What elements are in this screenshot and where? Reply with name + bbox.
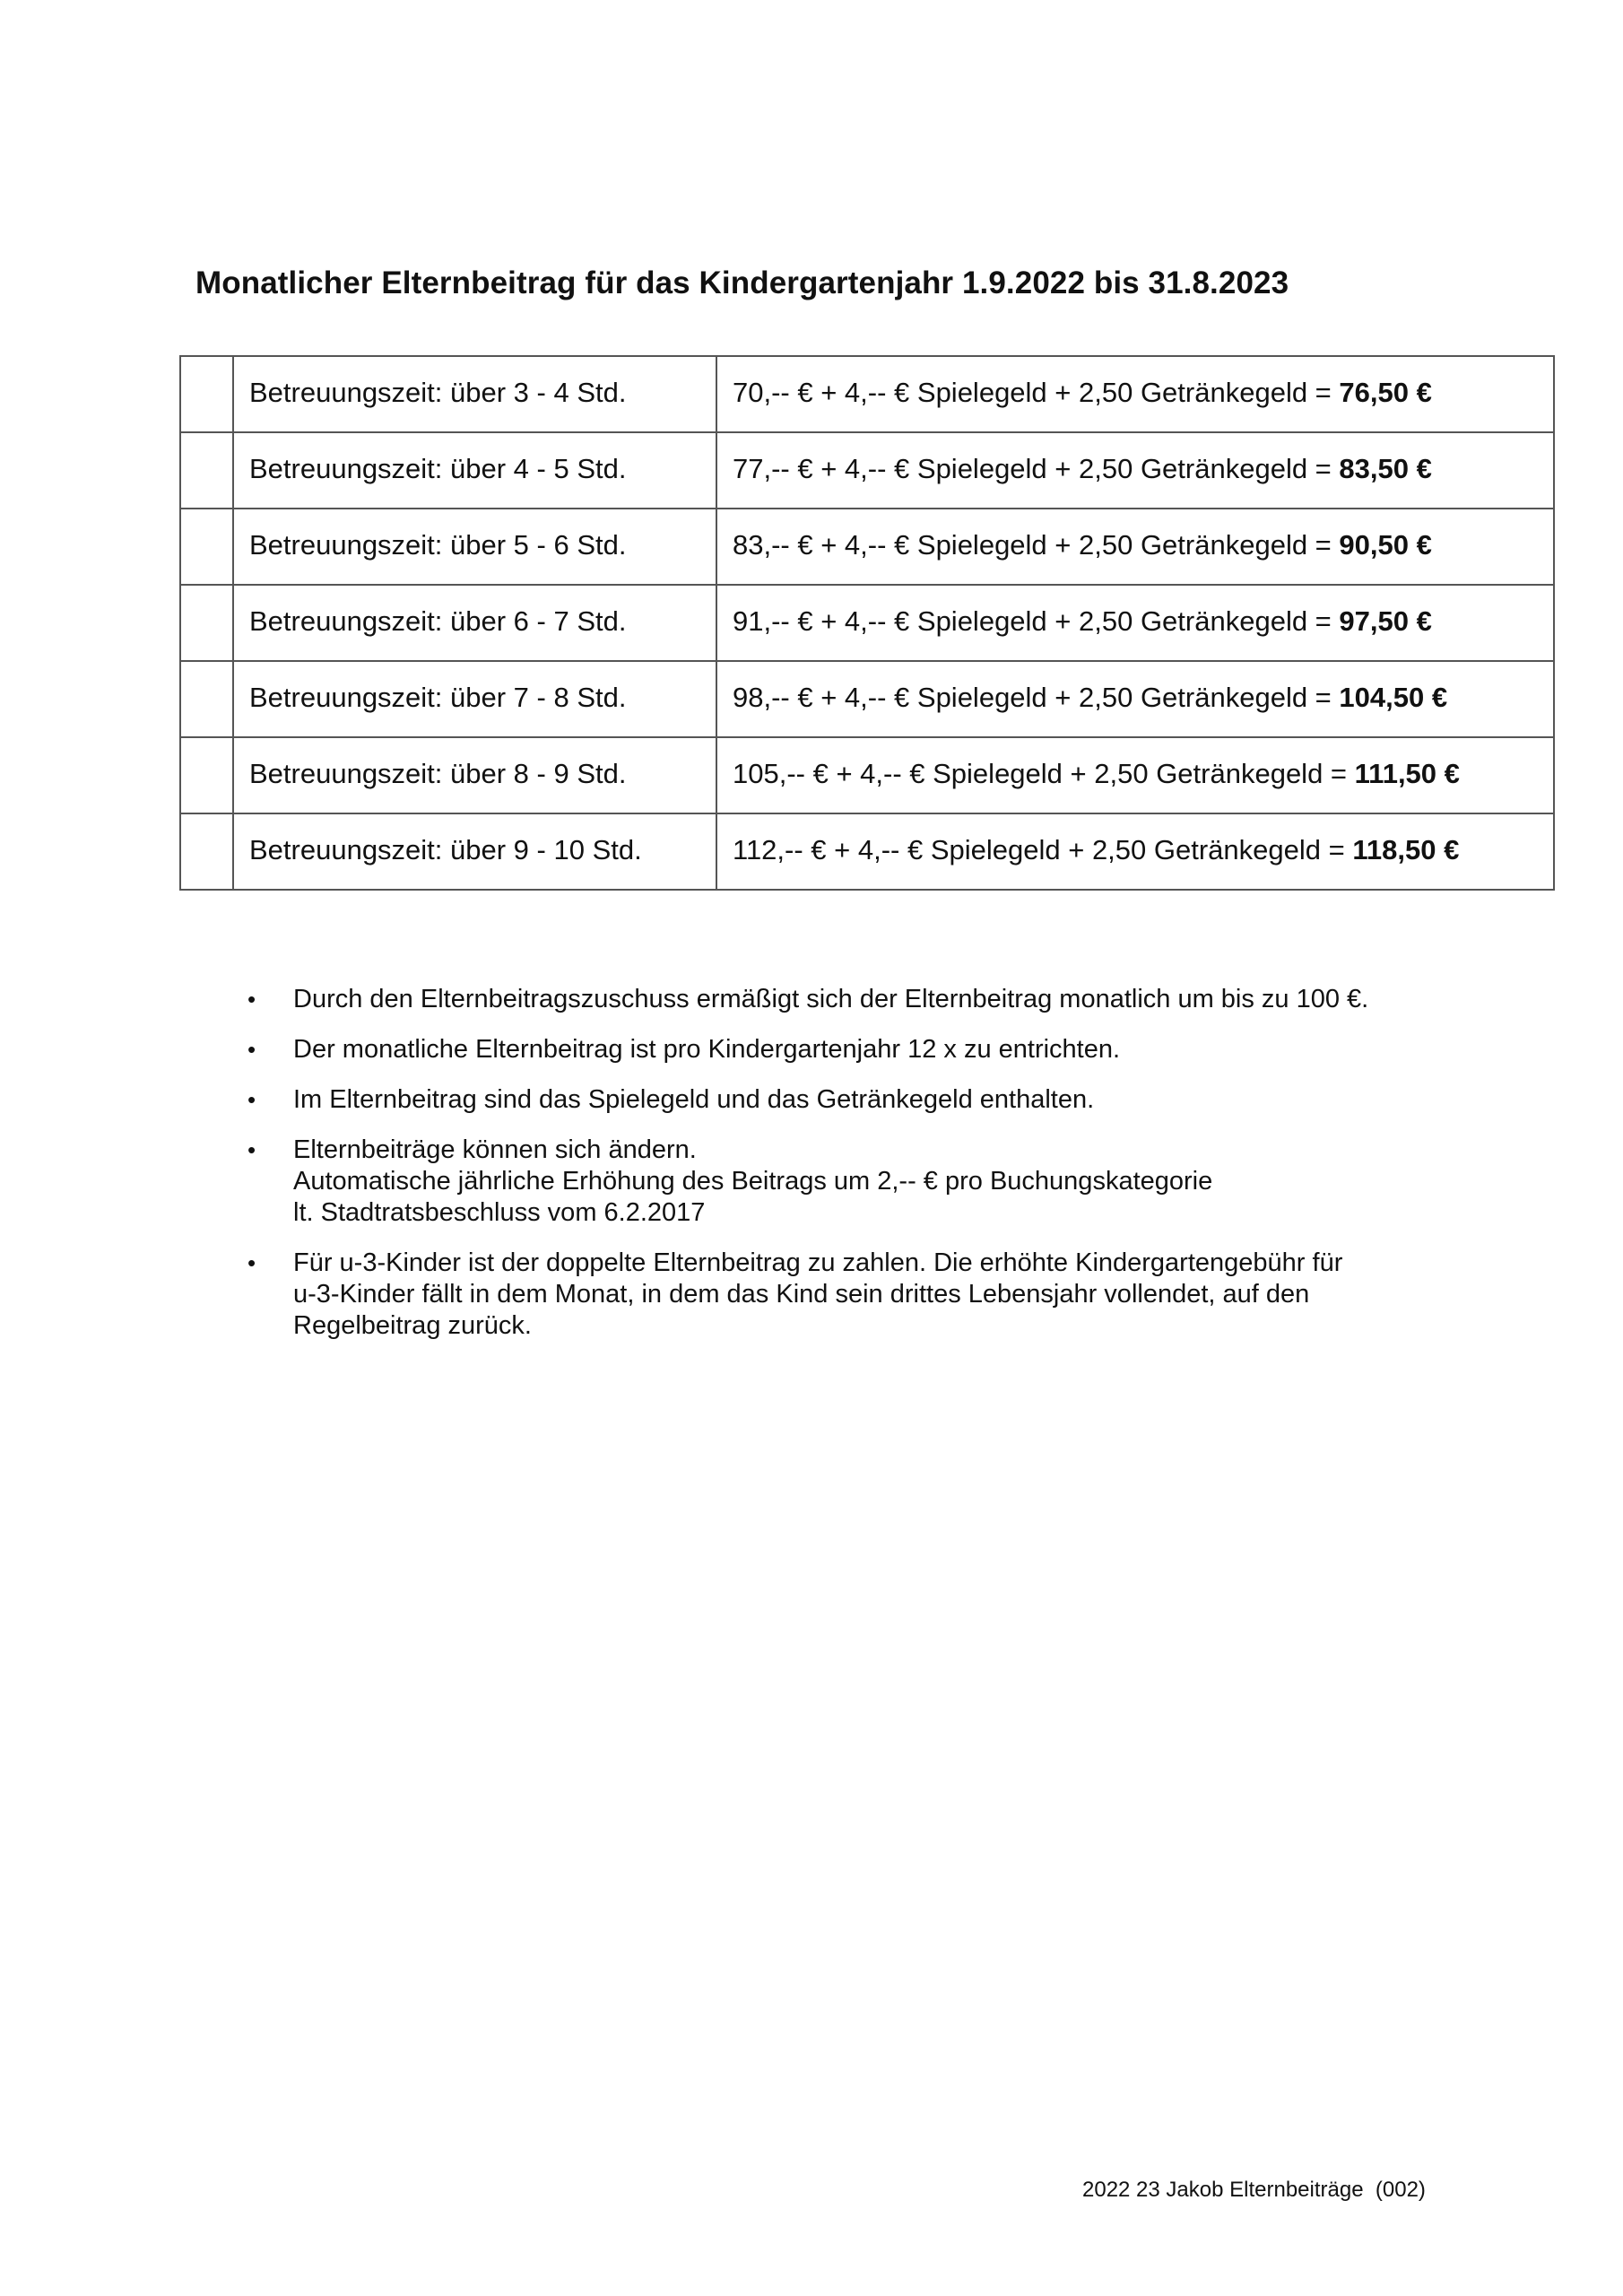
fee-total: 76,50 € — [1339, 377, 1432, 408]
blank-cell — [180, 356, 233, 432]
table-row — [180, 432, 1554, 509]
fee-cell — [716, 737, 1554, 813]
care-time-cell: Betreuungszeit: über 8 - 9 Std. — [233, 737, 716, 813]
table-row — [180, 585, 1554, 661]
blank-cell — [180, 432, 233, 509]
care-time-cell: Betreuungszeit: über 6 - 7 Std. — [233, 585, 716, 661]
fee-formula: 83,-- € + 4,-- € Spielegeld + 2,50 Getränkegeld = — [733, 529, 1340, 561]
fee-cell — [716, 661, 1554, 737]
footer-filename: 2022 23 Jakob Elternbeiträge (002) — [1082, 2178, 1426, 2202]
table-row — [180, 356, 1554, 432]
bullet-icon: • — [247, 986, 256, 1013]
fee-cell — [716, 813, 1554, 890]
fee-cell — [716, 585, 1554, 661]
list-item — [242, 1084, 1497, 1116]
list-item — [242, 1135, 1497, 1229]
note-text-line: u-3-Kinder fällt in dem Monat, in dem das Kind sein drittes Lebensjahr vollendet, auf den — [293, 1280, 1310, 1309]
fee-cell — [716, 509, 1554, 585]
blank-cell — [180, 509, 233, 585]
fee-cell — [716, 356, 1554, 432]
note-text-line: Durch den Elternbeitragszuschuss ermäßigt sich der Elternbeitrag monatlich um bis zu 100 €. — [293, 985, 1369, 1013]
fee-formula: 105,-- € + 4,-- € Spielegeld + 2,50 Getränkegeld = — [733, 758, 1355, 789]
fee-total: 97,50 € — [1339, 605, 1432, 637]
fee-formula: 98,-- € + 4,-- € Spielegeld + 2,50 Getränkegeld = — [733, 682, 1340, 713]
notes-list — [242, 984, 1497, 1361]
note-text-line: Automatische jährliche Erhöhung des Beitrags um 2,-- € pro Buchungskategorie — [293, 1167, 1213, 1196]
list-item — [242, 1248, 1497, 1342]
fee-formula: 70,-- € + 4,-- € Spielegeld + 2,50 Getränkegeld = — [733, 377, 1340, 408]
list-item — [242, 984, 1497, 1015]
fee-total: 104,50 € — [1339, 682, 1448, 713]
fee-formula: 77,-- € + 4,-- € Spielegeld + 2,50 Getränkegeld = — [733, 453, 1340, 484]
care-time-cell: Betreuungszeit: über 7 - 8 Std. — [233, 661, 716, 737]
fee-total: 118,50 € — [1352, 834, 1460, 865]
table-row — [180, 813, 1554, 890]
fee-formula: 112,-- € + 4,-- € Spielegeld + 2,50 Getränkegeld = — [733, 834, 1353, 865]
table-row — [180, 737, 1554, 813]
blank-cell — [180, 585, 233, 661]
bullet-icon: • — [247, 1136, 256, 1163]
blank-cell — [180, 813, 233, 890]
note-text-line: Regelbeitrag zurück. — [293, 1311, 532, 1340]
list-item — [242, 1034, 1497, 1065]
fee-formula: 91,-- € + 4,-- € Spielegeld + 2,50 Getränkegeld = — [733, 605, 1340, 637]
fee-total: 83,50 € — [1339, 453, 1432, 484]
note-text-line: Für u-3-Kinder ist der doppelte Elternbeitrag zu zahlen. Die erhöhte Kindergartengebühr für — [293, 1248, 1343, 1277]
care-time-cell: Betreuungszeit: über 3 - 4 Std. — [233, 356, 716, 432]
fee-table-body — [180, 356, 1554, 890]
blank-cell — [180, 661, 233, 737]
bullet-icon: • — [247, 1249, 256, 1276]
fee-cell — [716, 432, 1554, 509]
table-row — [180, 661, 1554, 737]
note-text-line: Im Elternbeitrag sind das Spielegeld und das Getränkegeld enthalten. — [293, 1085, 1095, 1114]
fee-table — [179, 355, 1555, 891]
table-row — [180, 509, 1554, 585]
note-text-line: Elternbeiträge können sich ändern. — [293, 1135, 697, 1164]
blank-cell — [180, 737, 233, 813]
care-time-cell: Betreuungszeit: über 9 - 10 Std. — [233, 813, 716, 890]
fee-total: 111,50 € — [1354, 758, 1460, 789]
fee-total: 90,50 € — [1339, 529, 1432, 561]
care-time-cell: Betreuungszeit: über 4 - 5 Std. — [233, 432, 716, 509]
page-title: Monatlicher Elternbeitrag für das Kindergartenjahr 1.9.2022 bis 31.8.2023 — [195, 265, 1289, 300]
bullet-icon: • — [247, 1036, 256, 1063]
note-text-line: lt. Stadtratsbeschluss vom 6.2.2017 — [293, 1198, 706, 1227]
note-text-line: Der monatliche Elternbeitrag ist pro Kindergartenjahr 12 x zu entrichten. — [293, 1035, 1121, 1064]
care-time-cell: Betreuungszeit: über 5 - 6 Std. — [233, 509, 716, 585]
bullet-icon: • — [247, 1086, 256, 1113]
